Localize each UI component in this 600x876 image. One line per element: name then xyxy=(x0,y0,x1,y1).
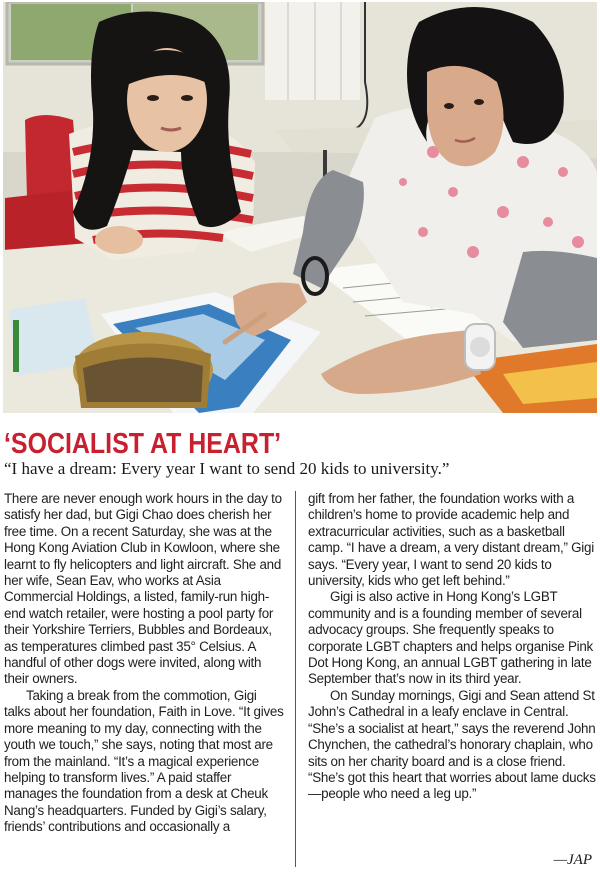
article-column-2 xyxy=(308,491,598,803)
author-signoff: —JAP xyxy=(553,852,592,868)
pull-quote-deck: “I have a dream: Every year I want to send 20 kids to university.” xyxy=(4,459,450,478)
article-column-1 xyxy=(4,491,286,836)
paragraph: Taking a break from the commotion, Gigi talks about her foundation, Faith in Love. “It gives more meaning to my day, connecting with the youth we touch,” she says, noting that most are from the mainland. “It’s a magical experience helping to transform lives.” A paid staffer manages the foundation from a desk at Cheuk Nang’s headquarters. Funded by Gigi’s salary, friends’ contributions and occasionally a xyxy=(4,687,284,835)
paragraph: On Sunday mornings, Gigi and Sean attend St John’s Cathedral in a leafy enclave in Central. “She’s a socialist at heart,” says the reverend John Chynchen, the cathedral’s honorary chaplain, who sits on her charity board and is a close friend. “She’s got this heart that worries about lame ducks—people who need a leg up.” xyxy=(308,687,596,802)
paragraph: There are never enough work hours in the day to satisfy her dad, but Gigi Chao does cherish her free time. On a recent Saturday, she was at the Hong Kong Aviation Club in Kowloon, where she learnt to fly helicopters and light aircraft. She and her wife, Sean Eav, who works at Asia Commercial Holdings, a listed, family-run high-end watch retailer, were hosting a pool party for their Yorkshire Terriers, Bubbles and Bordeaux, as temperatures climbed past 35° Celsius. A handful of other dogs were invited, along with their owners. xyxy=(4,491,282,687)
headline: ‘SOCIALIST AT HEART’ xyxy=(4,428,282,460)
paragraph: Gigi is also active in Hong Kong’s LGBT community and is a founding member of several advocacy groups. She frequently speaks to corporate LGBT chapters and helps organise Pink Dot Hong Kong, an annual LGBT gathering in late September that’s now in its third year. xyxy=(308,589,594,687)
photo-tutoring-session xyxy=(3,2,597,413)
paragraph: gift from her father, the foundation works with a children’s home to provide academic help and extracurricular activities, such as a basketball camp. “I have a dream, a very distant dream,” Gigi says. “Every year, I want to send 20 kids to university, kids who get left behind.” xyxy=(308,491,594,589)
column-divider xyxy=(295,491,296,867)
